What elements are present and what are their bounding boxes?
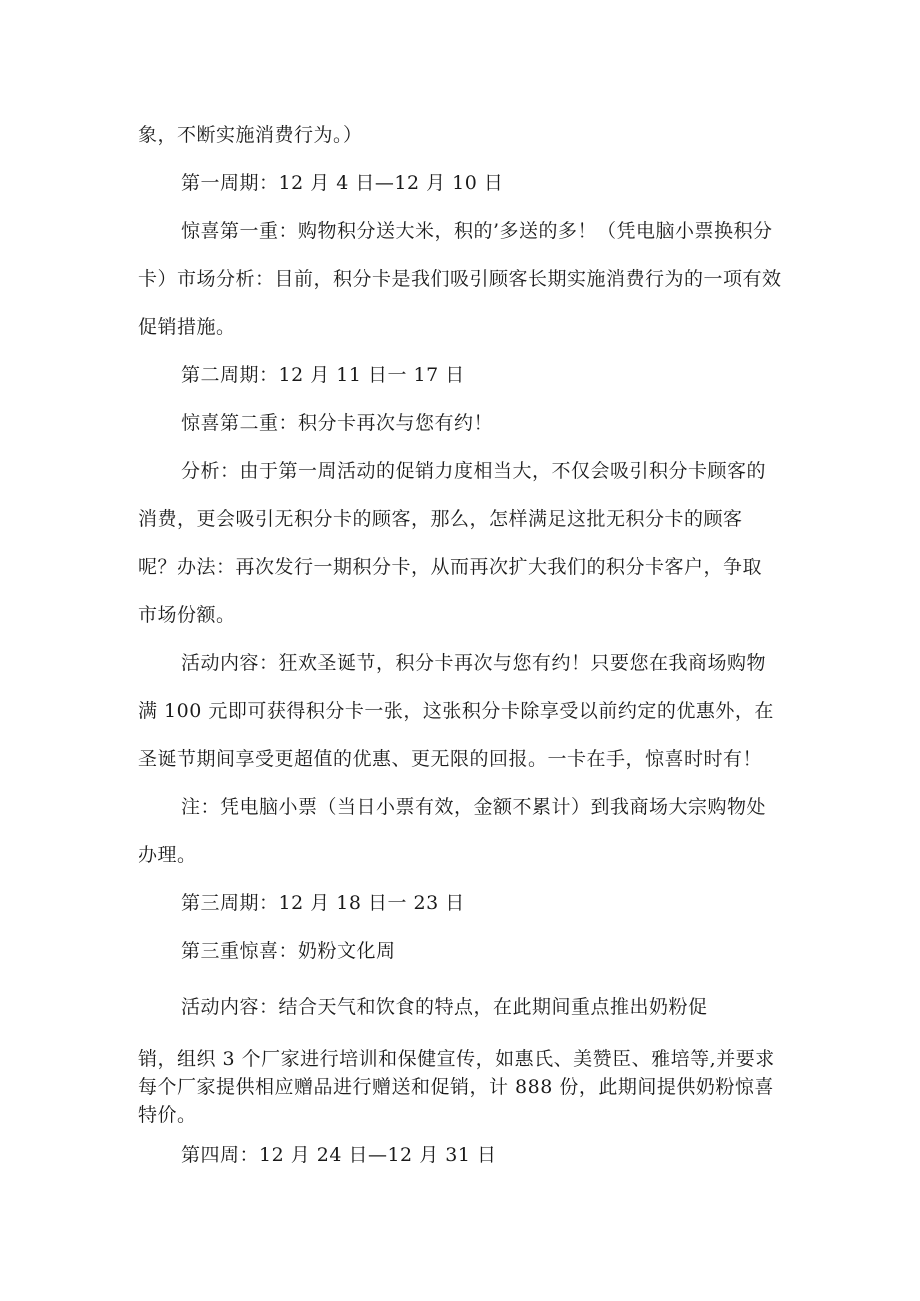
- week-one-heading: 第一周期：12 月 4 日—12 月 10 日: [181, 172, 504, 194]
- analysis-line-1: 分析：由于第一周活动的促销力度相当大，不仅会吸引积分卡顾客的: [181, 460, 767, 482]
- week-four-heading: 第四周：12 月 24 日—12 月 31 日: [181, 1144, 497, 1166]
- surprise-one-line-1: 惊喜第一重：购物积分送大米，积的’多送的多！（凭电脑小票换积分: [181, 220, 773, 242]
- surprise-one-line-3: 促销措施。: [138, 316, 236, 338]
- analysis-line-4: 市场份额。: [138, 604, 236, 626]
- milk-activity-line-3: 每个厂家提供相应赠品进行赠送和促销，计 888 份，此期间提供奶粉惊喜: [138, 1076, 774, 1098]
- milk-activity-line-2: 销，组织 3 个厂家进行培训和保健宣传，如惠氏、美赞臣、雅培等,并要求: [138, 1048, 775, 1070]
- surprise-one-line-2: 卡）市场分析：目前，积分卡是我们吸引顾客长期实施消费行为的一项有效: [138, 268, 782, 290]
- milk-activity-line-4: 特价。: [138, 1104, 197, 1126]
- surprise-three-title: 第三重惊喜：奶粉文化周: [181, 940, 396, 962]
- analysis-line-3: 呢？办法：再次发行一期积分卡，从而再次扩大我们的积分卡客户，争取: [138, 556, 763, 578]
- week-two-heading: 第二周期：12 月 11 日一 17 日: [181, 364, 465, 386]
- note-line-2: 办理。: [138, 844, 197, 866]
- surprise-two-title: 惊喜第二重：积分卡再次与您有约！: [181, 412, 494, 434]
- week-three-heading: 第三周期：12 月 18 日一 23 日: [181, 892, 465, 914]
- note-line-1: 注：凭电脑小票（当日小票有效，金额不累计）到我商场大宗购物处: [181, 796, 767, 818]
- activity-content-line-3: 圣诞节期间享受更超值的优惠、更无限的回报。一卡在手，惊喜时时有！: [138, 748, 763, 770]
- activity-content-line-2: 满 100 元即可获得积分卡一张，这张积分卡除享受以前约定的优惠外，在: [138, 700, 774, 722]
- analysis-line-2: 消费，更会吸引无积分卡的顾客，那么，怎样满足这批无积分卡的顾客: [138, 508, 743, 530]
- milk-activity-line-1: 活动内容：结合天气和饮食的特点，在此期间重点推出奶粉促: [181, 996, 708, 1018]
- paragraph-line-continuation: 象，不断实施消费行为。）: [138, 124, 363, 146]
- activity-content-line-1: 活动内容：狂欢圣诞节，积分卡再次与您有约！只要您在我商场购物: [181, 652, 767, 674]
